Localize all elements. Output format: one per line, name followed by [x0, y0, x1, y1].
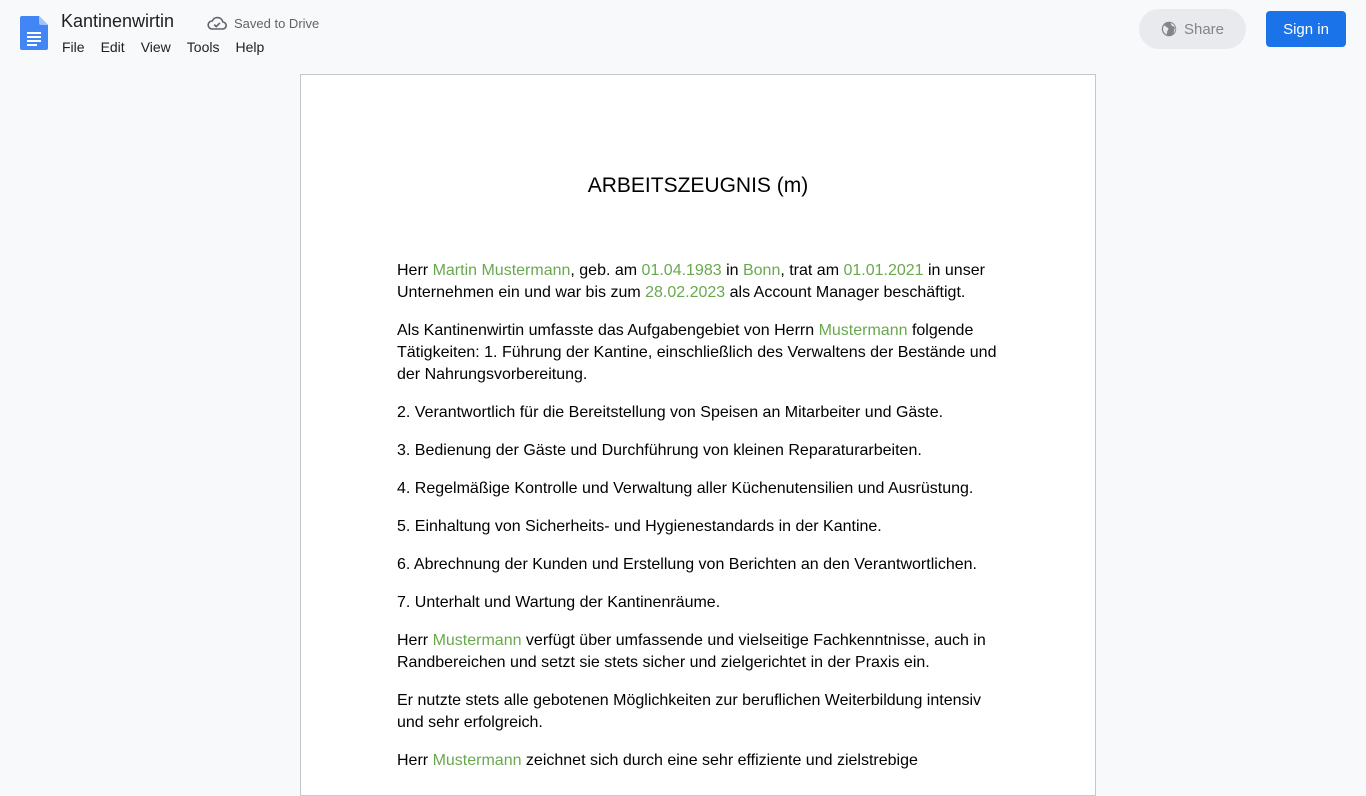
save-status-label: Saved to Drive: [234, 15, 320, 31]
cloud-done-icon: [207, 16, 227, 30]
menu-view[interactable]: View: [140, 39, 171, 55]
highlighted-start-date: 01.01.2021: [843, 262, 924, 279]
text-segment: Als Kantinenwirtin umfasste das Aufgabengebiet von Herrn: [397, 322, 819, 339]
menu-file[interactable]: File: [62, 39, 85, 55]
save-status[interactable]: [207, 14, 319, 32]
text-segment: verfügt über umfassende und vielseitige Fachkenntnisse, auch in Randbereichen und setzt sie stets sicher und zielgerichtet in der Praxis ein.: [397, 632, 986, 671]
text-segment: , geb. am: [570, 262, 642, 279]
paragraph-task-5: 5. Einhaltung von Sicherheits- und Hygienestandards in der Kantine.: [397, 518, 882, 535]
text-segment: zeichnet sich durch eine sehr effiziente und zielstrebige: [521, 752, 918, 769]
paragraph-intro: [397, 260, 1007, 304]
text-segment: folgende Tätigkeiten: 1. Führung der Kantine, einschließlich des Verwaltens der Bestände und der Nahrungsvorbereitung.: [397, 322, 997, 383]
share-label: Share: [1183, 20, 1225, 38]
app-header: [0, 0, 1366, 64]
text-segment: Herr: [397, 752, 433, 769]
sign-in-button[interactable]: Sign in: [1266, 11, 1346, 47]
paragraph-task-2: 2. Verantwortlich für die Bereitstellung von Speisen an Mitarbeiter und Gäste.: [397, 404, 944, 421]
text-segment: Herr: [397, 632, 433, 649]
highlighted-birth-date: 01.04.1983: [641, 262, 722, 279]
text-segment: , trat am: [780, 262, 844, 279]
menu-bar: [54, 36, 272, 58]
paragraph-work-style: [397, 750, 1007, 772]
page-heading: ARBEITSZEUGNIS (m): [587, 174, 809, 197]
paragraph-task-4: 4. Regelmäßige Kontrolle und Verwaltung aller Küchenutensilien und Ausrüstung.: [397, 480, 974, 497]
highlighted-end-date: 28.02.2023: [645, 284, 726, 301]
menu-help[interactable]: Help: [235, 39, 265, 55]
highlighted-name: Mustermann: [432, 632, 522, 649]
paragraph-expertise: [397, 630, 1007, 674]
menu-edit[interactable]: Edit: [100, 39, 125, 55]
document-body: [397, 260, 1007, 788]
paragraph-task-6: 6. Abrechnung der Kunden und Erstellung von Berichten an den Verantwortlichen.: [397, 556, 977, 573]
paragraph-task-3: 3. Bedienung der Gäste und Durchführung von kleinen Reparaturarbeiten.: [397, 442, 922, 459]
document-title[interactable]: Kantinenwirtin: [61, 11, 175, 31]
document-page[interactable]: [300, 74, 1096, 796]
text-segment: Herr: [397, 262, 433, 279]
paragraph-tasks: [397, 320, 1007, 386]
highlighted-name: Martin Mustermann: [432, 262, 571, 279]
highlighted-name: Mustermann: [818, 322, 908, 339]
highlighted-city: Bonn: [742, 262, 781, 279]
text-segment: als Account Manager beschäftigt.: [725, 284, 966, 301]
docs-logo-icon[interactable]: [20, 16, 48, 50]
highlighted-name: Mustermann: [432, 752, 522, 769]
paragraph-task-7: 7. Unterhalt und Wartung der Kantinenräume.: [397, 594, 721, 611]
globe-icon: [1161, 21, 1177, 37]
text-segment: in: [721, 262, 743, 279]
text-segment: in unser Unternehmen ein und war bis zum: [397, 262, 985, 301]
menu-tools[interactable]: Tools: [186, 39, 220, 55]
share-button[interactable]: [1139, 9, 1246, 49]
paragraph-training: Er nutzte stets alle gebotenen Möglichkeiten zur beruflichen Weiterbildung intensiv und sehr erfolgreich.: [397, 692, 982, 731]
